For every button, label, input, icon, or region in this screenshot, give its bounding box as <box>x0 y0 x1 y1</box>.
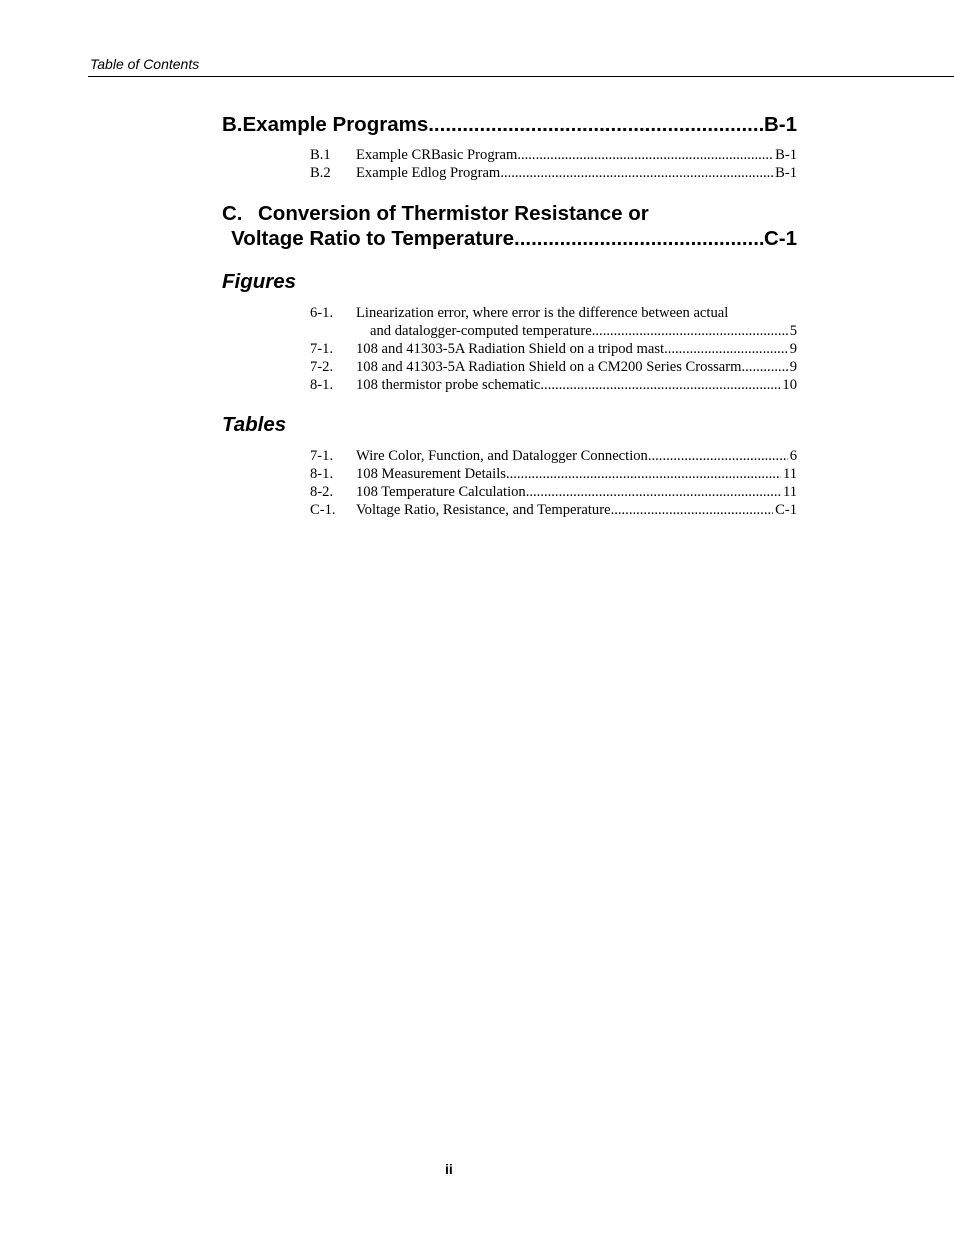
appendix-b-entries <box>310 146 797 182</box>
entry-page: 11 <box>782 484 797 500</box>
dot-leader <box>517 146 773 164</box>
toc-entry-figure-7-2[interactable] <box>310 358 797 376</box>
toc-entry-table-c-1[interactable] <box>310 501 797 519</box>
entry-title: 108 and 41303-5A Radiation Shield on a tripod mast <box>356 341 665 357</box>
entry-page: B-1 <box>775 165 797 181</box>
appendix-title: Example Programs <box>242 113 429 136</box>
dot-leader <box>648 447 788 465</box>
entry-number: B.1 <box>310 147 331 163</box>
entry-title-line2: and datalogger-computed temperature. <box>370 323 596 339</box>
entry-title: 108 Temperature Calculation <box>356 484 526 500</box>
tables-entries <box>310 447 797 519</box>
page-number: ii <box>445 1161 453 1177</box>
dot-leader <box>664 340 788 358</box>
entry-page: 9 <box>789 359 797 375</box>
entry-number: 7-2. <box>310 359 334 375</box>
toc-entry-b2[interactable] <box>310 164 797 182</box>
appendix-title-line2: Voltage Ratio to Temperature <box>231 227 515 250</box>
entry-title: Example Edlog Program <box>356 165 501 181</box>
entry-number: 8-1. <box>310 377 334 393</box>
entry-page: 11 <box>782 466 797 482</box>
entry-title: 108 and 41303-5A Radiation Shield on a CM200 Series Crossarm <box>356 359 742 375</box>
appendix-letter: C. <box>222 202 243 225</box>
figures-entries <box>310 304 797 394</box>
toc-entry-figure-6-1[interactable] <box>310 304 797 322</box>
dot-leader <box>506 465 781 483</box>
entry-title: 108 thermistor probe schematic <box>356 377 541 393</box>
entry-page: 6 <box>789 448 797 464</box>
dot-leader <box>611 501 774 519</box>
appendix-b[interactable] <box>222 112 797 137</box>
entry-title: Voltage Ratio, Resistance, and Temperature <box>356 502 611 518</box>
entry-page: C-1 <box>775 502 797 518</box>
entry-title: Example CRBasic Program <box>356 147 518 163</box>
entry-title: 108 Measurement Details <box>356 466 506 482</box>
entry-number: 7-1. <box>310 448 334 464</box>
dot-leader <box>595 322 787 340</box>
entry-number: 8-2. <box>310 484 334 500</box>
toc-entry-figure-7-1[interactable] <box>310 340 797 358</box>
dot-leader <box>514 226 764 251</box>
running-header: Table of Contents <box>90 56 200 72</box>
toc-entry-b1[interactable] <box>310 146 797 164</box>
appendix-page: B-1 <box>763 113 797 136</box>
dot-leader <box>500 164 773 182</box>
header-rule <box>88 76 954 77</box>
figures-heading: Figures <box>222 270 297 293</box>
dot-leader <box>428 112 764 137</box>
toc-entry-table-8-1[interactable] <box>310 465 797 483</box>
dot-leader <box>540 376 780 394</box>
entry-number: 6-1. <box>310 305 334 321</box>
tables-heading: Tables <box>222 413 287 436</box>
toc-entry-figure-8-1[interactable] <box>310 376 797 394</box>
entry-number: B.2 <box>310 165 331 181</box>
entry-number: C-1. <box>310 502 336 518</box>
toc-entry-figure-6-1-continued[interactable] <box>310 322 797 340</box>
entry-title-line1: Linearization error, where error is the difference between actual <box>356 305 729 321</box>
toc-entry-table-8-2[interactable] <box>310 483 797 501</box>
entry-page: B-1 <box>775 147 797 163</box>
entry-number: 8-1. <box>310 466 334 482</box>
toc-entry-table-7-1[interactable] <box>310 447 797 465</box>
appendix-page: C-1 <box>763 227 797 250</box>
entry-number: 7-1. <box>310 341 334 357</box>
entry-page: 9 <box>789 341 797 357</box>
dot-leader <box>526 483 781 501</box>
appendix-c[interactable] <box>222 201 797 251</box>
dot-leader <box>742 358 788 376</box>
entry-page: 5 <box>789 323 797 339</box>
appendix-letter: B. <box>222 113 243 136</box>
entry-title: Wire Color, Function, and Datalogger Connection <box>356 448 648 464</box>
appendix-title-line1: Conversion of Thermistor Resistance or <box>258 202 649 225</box>
entry-page: 10 <box>782 377 797 393</box>
